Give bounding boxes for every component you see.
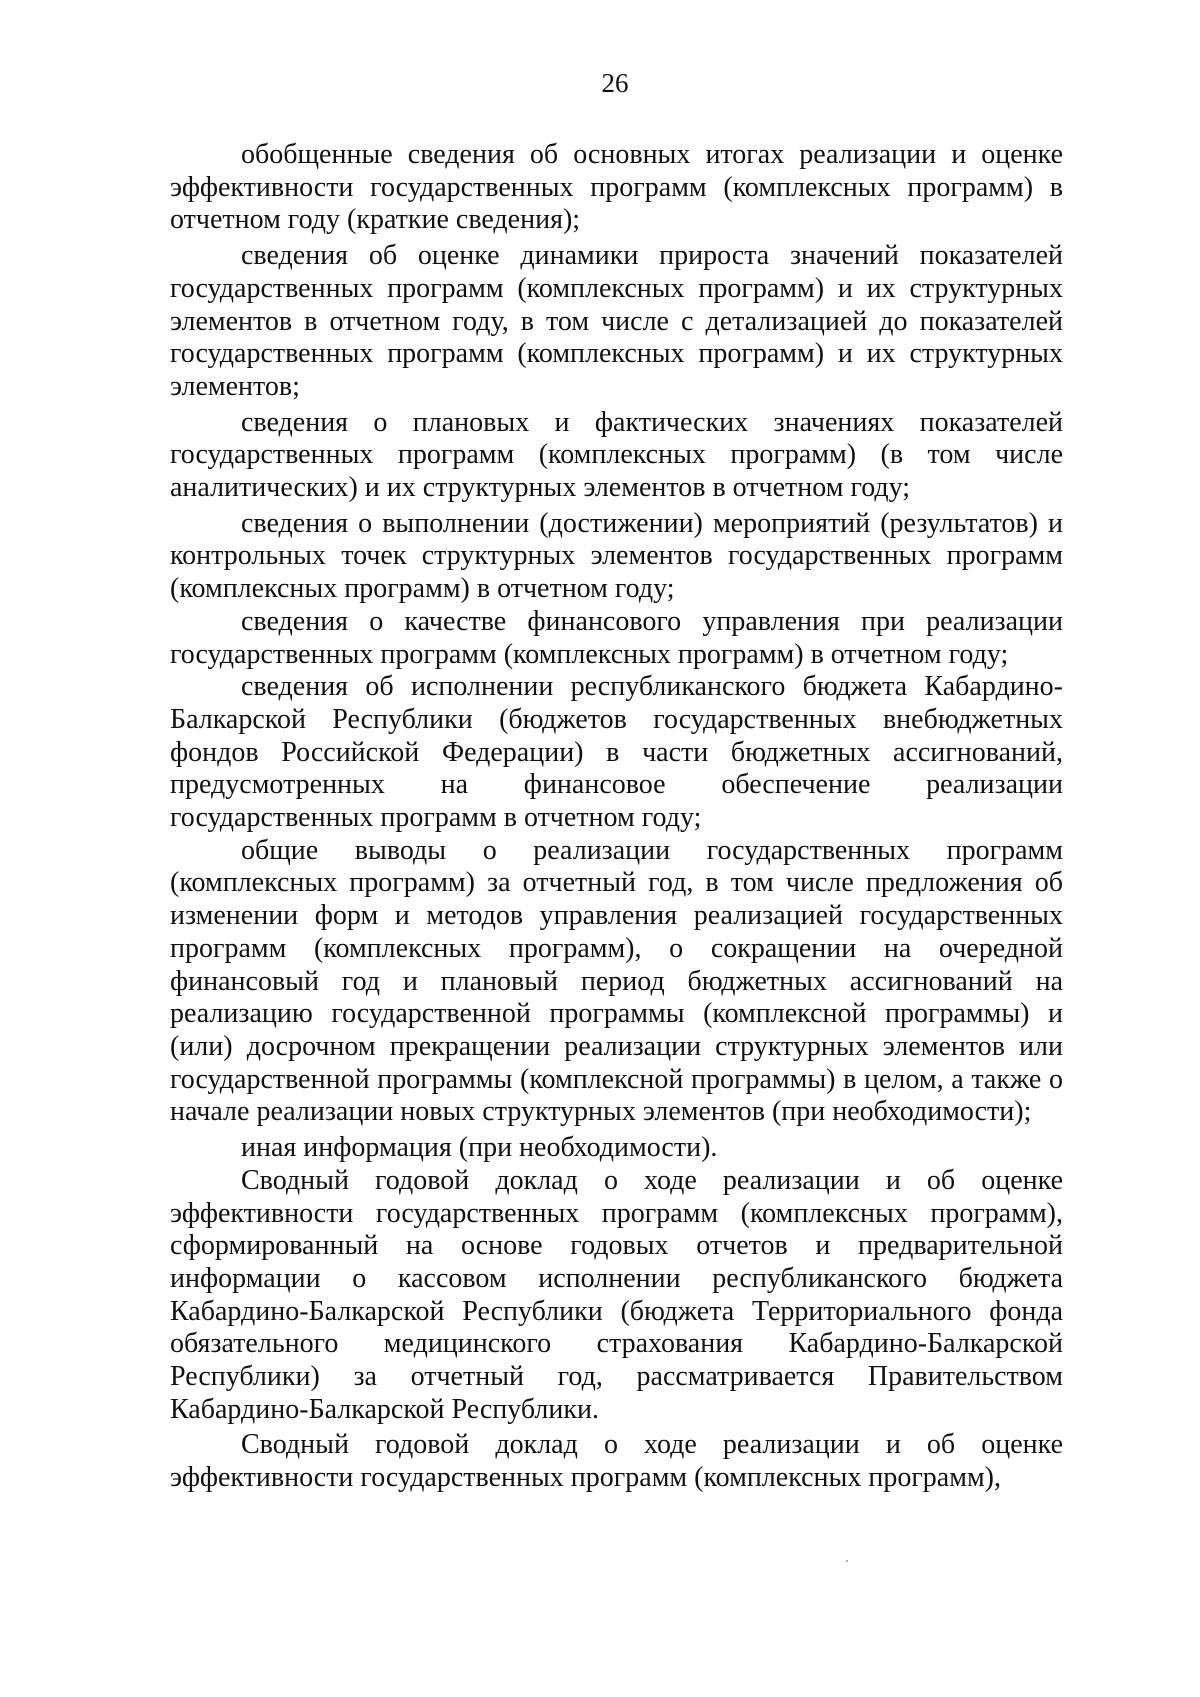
paragraph-growth-dynamics: сведения об оценке динамики прироста значений показателей государственных программ (комплексных программ) и их структурных элементов в отчетном году, в том числе с детализацией до показателей государственных программ (комплексных программ) и их структурных элементов; [170,240,1063,402]
scan-speck [846,1560,848,1562]
paragraph-general-conclusions: общие выводы о реализации государственных программ (комплексных программ) за отчетный год, в том числе предложения об изменении форм и методов управления реализацией государственных программ (комплексных программ), о сокращении на очередной финансовый год и плановый период бюджетных ассигнований на реализацию государственной программы (комплексной программы) и (или) досрочном прекращении реализации структурных элементов или государственной программы (комплексной программы) в целом, а также о начале реализации новых структурных элементов (при необходимости); [170,834,1063,1128]
paragraph-summary-results: обобщенные сведения об основных итогах реализации и оценке эффективности государственных программ (комплексных программ) в отчетном году (краткие сведения); [170,139,1063,236]
document-body [170,139,1063,1495]
paragraph-consolidated-report-review: Сводный годовой доклад о ходе реализации и об оценке эффективности государственных программ (комплексных программ), сформированный на основе годовых отчетов и предварительной информации о кассовом исполнении республиканского бюджета Кабардино-Балкарской Республики (бюджета Территориального фонда обязательного медицинского страхования Кабардино-Балкарской Республики) за отчетный год, рассматривается Правительством Кабардино-Балкарской Республики. [170,1164,1063,1425]
paragraph-measures-checkpoints: сведения о выполнении (достижении) мероприятий (результатов) и контрольных точек структурных элементов государственных программ (комплексных программ) в отчетном году; [170,507,1063,605]
paragraph-planned-actual-values: сведения о плановых и фактических значениях показателей государственных программ (комплексных программ) (в том числе аналитических) и их структурных элементов в отчетном году; [170,406,1063,504]
paragraph-consolidated-report-continued: Сводный годовой доклад о ходе реализации и об оценке эффективности государственных программ (комплексных программ), [170,1429,1063,1494]
paragraph-other-information: иная информация (при необходимости). [241,1132,718,1164]
paragraph-financial-management: сведения о качестве финансового управления при реализации государственных программ (комплексных программ) в отчетном году; [170,605,1063,670]
paragraph-budget-execution: сведения об исполнении республиканского бюджета Кабардино-Балкарской Республики (бюджетов государственных внебюджетных фондов Российской Федерации) в части бюджетных ассигнований, предусмотренных на финансовое обеспечение реализации государственных программ в отчетном году; [170,671,1063,834]
page-number: 26 [601,68,629,98]
